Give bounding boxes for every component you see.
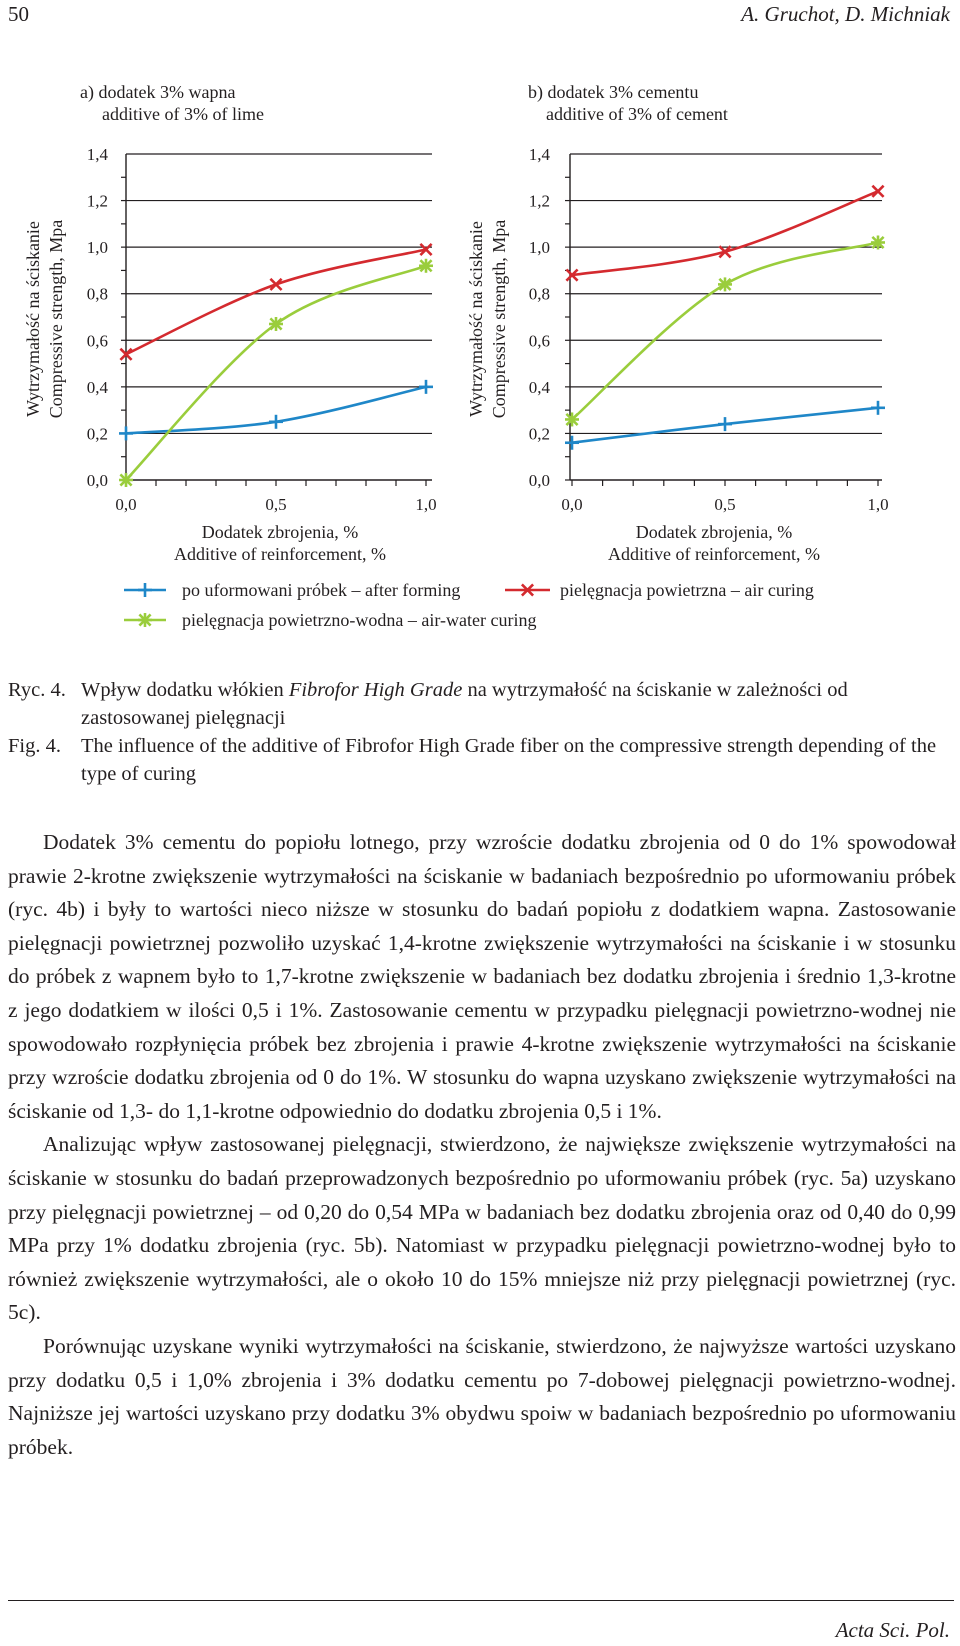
caption-pl-text [81, 676, 954, 732]
chart-b-y-tick-label: 0,2 [528, 424, 550, 444]
paragraph-3: Porównując uzyskane wyniki wytrzymałości na ściskanie, stwierdzono, że najwyższe wartości uzyskano przy dodatku 0,5 i 1,0% zbrojenia i 3% dodatku cementu po 7-dobowej pielęgnacji powietrzno-wodnej. Najniższe jej wartości uzyskano przy dodatku 3% obydwu spoiw w badaniach bezpośrednio po uformowaniu próbek. [8, 1333, 956, 1459]
chart-b-xlabel-en: Additive of reinforcement, % [608, 544, 820, 564]
legend-air-curing-marker [505, 584, 550, 595]
body-text [8, 826, 956, 1464]
chart-b-ylabel: Wytrzymałość na ściskanie [466, 221, 486, 417]
chart-b-subtitle: additive of 3% of cement [546, 104, 728, 124]
chart-b-x-tick-label: 0,0 [561, 495, 583, 514]
chart-b-data-point-after-forming [871, 401, 885, 415]
chart-b-y-tick-label: 1,4 [528, 145, 550, 164]
chart-a-series [119, 244, 433, 487]
chart-b-y-tick-label: 0,0 [528, 471, 550, 490]
chart-a-x-tick-label: 0,5 [265, 495, 287, 514]
chart-a-y-tick-label: 0,2 [86, 424, 108, 444]
chart-a-ylabel-en: Compressive strength, Mpa [46, 219, 66, 419]
chart-b-ylabel-en: Compressive strength, Mpa [489, 219, 509, 419]
chart-a-y-tick-label: 0,6 [86, 331, 108, 351]
chart-a-data-point-air-water-curing [119, 473, 133, 487]
chart-a-y-tick-label: 0,8 [86, 284, 108, 304]
chart-b-y-ticks [529, 145, 551, 490]
chart-b-grid [565, 154, 882, 486]
chart-a-lime [23, 82, 437, 564]
caption-pl-label: Ryc. 4. [8, 679, 66, 701]
chart-b-data-point-air-water-curing [871, 235, 885, 249]
chart-b-y-tick-label: 0,6 [528, 331, 550, 351]
journal-name: Acta Sci. Pol. [835, 1618, 950, 1642]
legend-air-water-curing-label: pielęgnacja powietrzno-wodna – air-water curing [182, 610, 537, 630]
chart-legend [124, 580, 814, 630]
chart-a-series-line-air-curing [126, 250, 426, 355]
chart-b-x-tick-label: 0,5 [714, 495, 736, 514]
chart-a-xlabel: Dodatek zbrojenia, % [201, 522, 359, 542]
chart-a-data-point-air-water-curing [419, 259, 433, 273]
chart-b-series-line-air-curing [572, 191, 878, 275]
chart-a-y-tick-label: 1,2 [86, 191, 108, 211]
footer-rule [8, 1600, 954, 1601]
chart-a-data-point-after-forming [419, 380, 433, 394]
legend-marker-air-water-curing [138, 613, 152, 627]
chart-b-y-tick-label: 0,4 [528, 377, 550, 397]
legend-after-forming-label: po uformowani próbek – after forming [182, 580, 461, 600]
figure-4 [0, 70, 960, 640]
caption-en-text: The influence of the additive of Fibrofor High Grade fiber on the compressive strength depending of the type of curing [81, 735, 937, 785]
caption-pl-italic: Fibrofor High Grade [288, 679, 463, 701]
chart-a-series-line-air-water-curing [126, 266, 426, 480]
figure-caption-en [8, 732, 954, 788]
chart-b-data-point-air-water-curing [565, 412, 579, 426]
chart-a-data-point-after-forming [119, 426, 133, 440]
legend-air-curing-label: pielęgnacja powietrzna – air curing [560, 580, 814, 600]
legend-after-forming-marker [124, 583, 166, 597]
chart-b-xlabel: Dodatek zbrojenia, % [635, 522, 793, 542]
chart-a-x-tick-label: 0,0 [115, 495, 137, 514]
paragraph-1: Dodatek 3% cementu do popiołu lotnego, przy wzroście dodatku zbrojenia od 0 do 1% spowodował prawie 2-krotne zwiększenie wytrzymałości na ściskanie w badaniach bezpośrednio po uformowaniu próbek (ryc. 4b) i były to wartości nieco niższe w stosunku do badań popiołu z dodatkiem wapna. Zastosowanie pielęgnacji powietrznej pozwoliło uzyskać 1,4-krotne zwiększenie wytrzymałości na ściskanie i w stosunku do próbek z wapnem było to 1,7-krotne zwiększenie w badaniach bez dodatku zbrojenia i średnio 1,3-krotne z jego dodatkiem w ilości 0,5 i 1%. Zastosowanie cementu w przypadku pielęgnacji powietrzno-wodnej nie spowodowało rozpłynięcia próbek bez zbrojenia i prawie 4-krotne zwiększenie wytrzymałości na ściskanie przy wzroście dodatku zbrojenia od 0 do 1%. W stosunku do wapna uzyskano zwiększenie wytrzymałości na ściskanie od 1,3- do 1,1-krotne odpowiednio do dodatku zbrojenia 0,5 i 1%. [8, 830, 956, 1123]
chart-b-data-point-air-water-curing [718, 277, 732, 291]
chart-b-y-tick-label: 1,2 [528, 191, 550, 211]
legend-marker-after-forming [138, 583, 152, 597]
chart-a-data-point-after-forming [269, 415, 283, 429]
chart-a-xlabel-en: Additive of reinforcement, % [174, 544, 386, 564]
chart-a-x-ticks [115, 495, 436, 514]
chart-a-data-point-air-water-curing [269, 317, 283, 331]
caption-pl-text-1: Wpływ dodatku włókien [81, 679, 289, 701]
chart-a-y-tick-label: 1,0 [86, 238, 108, 258]
figure-caption-pl [8, 676, 954, 732]
chart-a-y-tick-label: 0,0 [86, 471, 108, 490]
chart-a-y-tick-label: 0,4 [86, 377, 108, 397]
page-number: 50 [8, 2, 29, 26]
chart-a-ylabel: Wytrzymałość na ściskanie [23, 221, 43, 417]
chart-b-data-point-after-forming [565, 436, 579, 450]
caption-en-label: Fig. 4. [8, 735, 61, 757]
chart-a-subtitle: additive of 3% of lime [102, 104, 264, 124]
chart-b-x-tick-label: 1,0 [867, 495, 889, 514]
chart-b-title: b) dodatek 3% cementu [528, 82, 699, 102]
chart-b-y-tick-label: 1,0 [528, 238, 550, 258]
chart-b-series [565, 186, 885, 450]
chart-a-x-tick-label: 1,0 [415, 495, 437, 514]
chart-a-y-tick-label: 1,4 [86, 145, 108, 164]
legend-air-water-curing-marker [124, 613, 166, 627]
chart-a-title: a) dodatek 3% wapna [80, 82, 236, 102]
caption-pl-text-2: na wytrzymałość na ściskanie w zależności od zastosowanej pielęgnacji [81, 679, 848, 729]
chart-a-y-ticks [87, 145, 109, 490]
paragraph-2: Analizując wpływ zastosowanej pielęgnacji, stwierdzono, że największe zwiększenie wytrzymałości na ściskanie w stosunku do badań przeprowadzonych bezpośrednio po uformowaniu próbek (ryc. 5a) uzyskano przy pielęgnacji powietrznej – od 0,20 do 0,54 MPa w badaniach bez dodatku zbrojenia oraz od 0,40 do 0,99 MPa przy 1% dodatku zbrojenia (ryc. 5b). Natomiast w przypadku pielęgnacji powietrzno-wodnej było to również zwiększenie wytrzymałości, ale o około 10 do 15% mniejsze niż przy pielęgnacji powietrznej (ryc. 5c). [8, 1132, 956, 1325]
chart-b-data-point-air-curing [872, 186, 883, 197]
chart-b-y-tick-label: 0,8 [528, 284, 550, 304]
chart-b-x-ticks [561, 495, 888, 514]
running-header-authors: A. Gruchot, D. Michniak [741, 2, 950, 26]
chart-b-data-point-after-forming [718, 417, 732, 431]
chart-b-cement [466, 82, 889, 564]
